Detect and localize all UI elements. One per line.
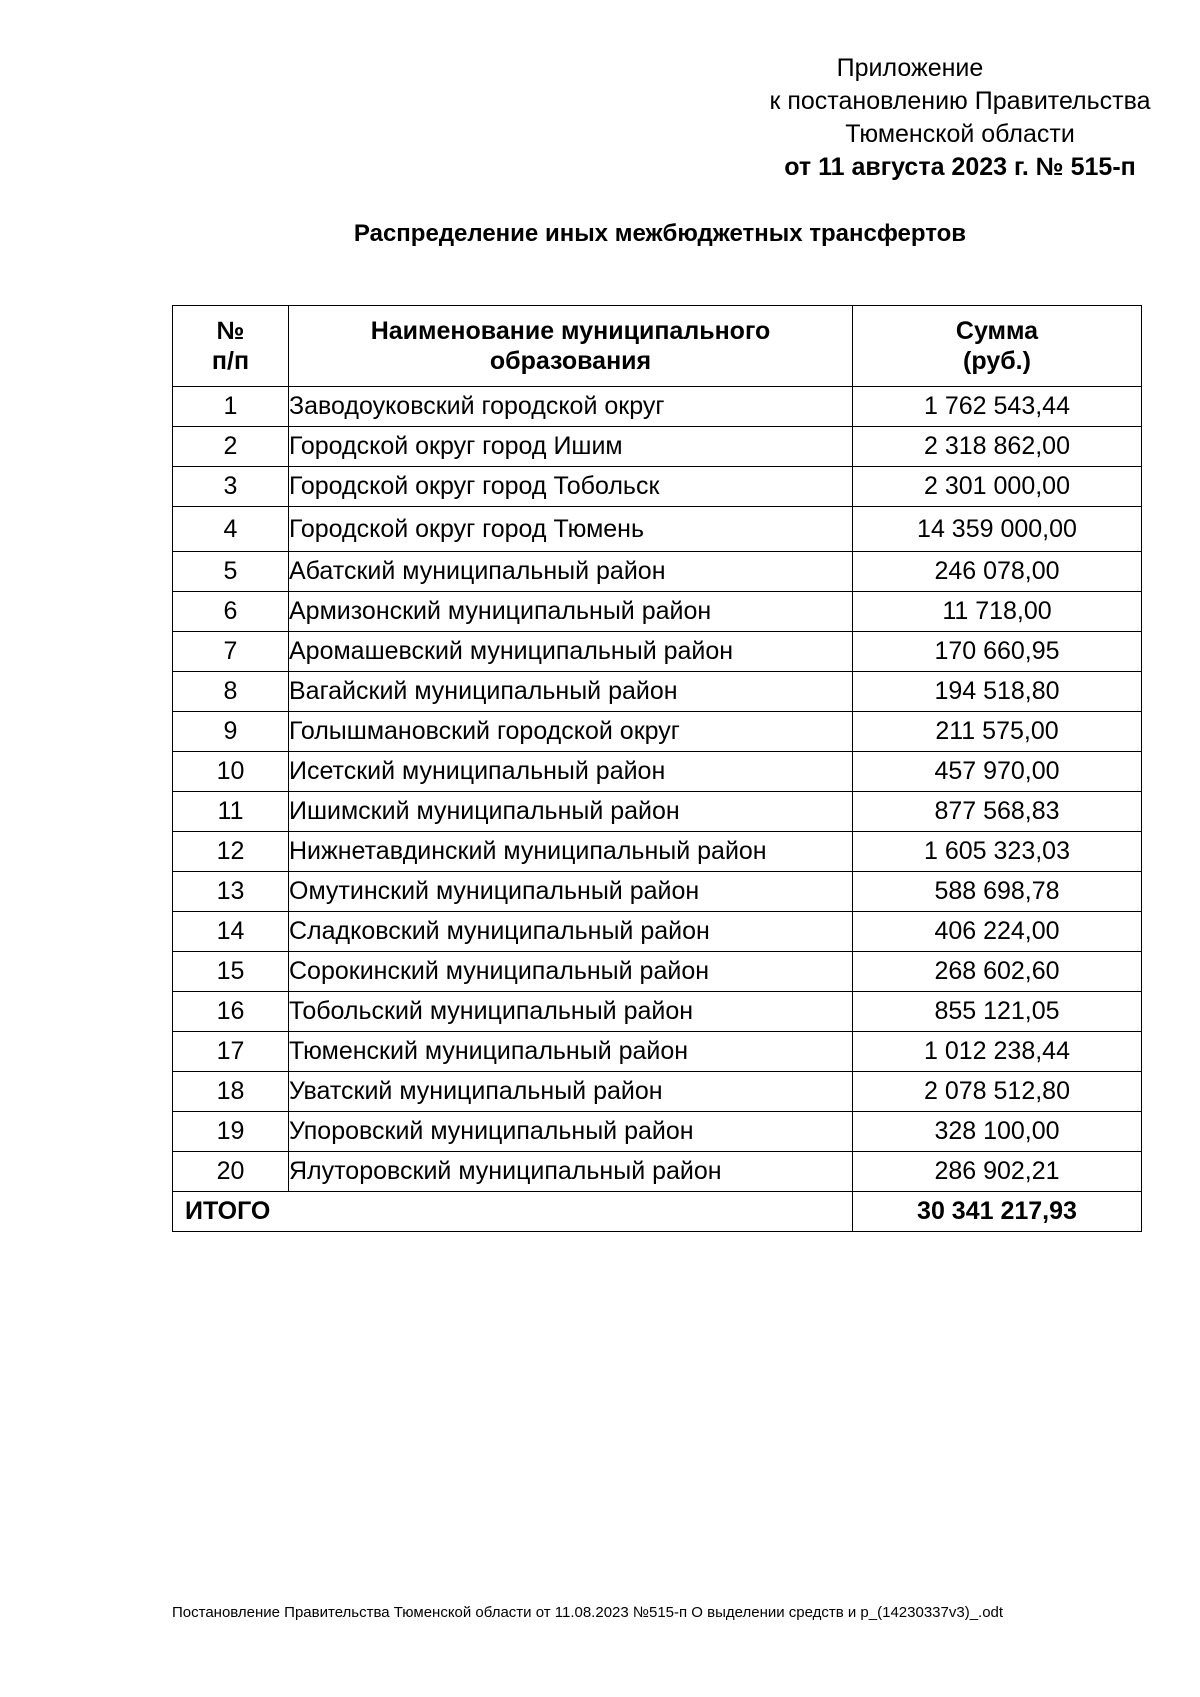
table-row xyxy=(173,872,1142,912)
row-number: 13 xyxy=(173,872,289,912)
row-number: 8 xyxy=(173,672,289,712)
row-sum: 457 970,00 xyxy=(853,752,1142,792)
appendix-region: Тюменской области xyxy=(845,120,1075,148)
row-sum: 211 575,00 xyxy=(853,712,1142,752)
row-sum: 406 224,00 xyxy=(853,912,1142,952)
row-number: 20 xyxy=(173,1152,289,1192)
table-row xyxy=(173,992,1142,1032)
appendix-header xyxy=(680,52,1200,184)
row-number: 11 xyxy=(173,792,289,832)
footer-filename: Постановление Правительства Тюменской области от 11.08.2023 №515-п О выделении средств и р_(14230337v3)_.odt xyxy=(172,1604,1004,1621)
row-sum: 170 660,95 xyxy=(853,632,1142,672)
row-number: 5 xyxy=(173,552,289,592)
row-name: Аромашевский муниципальный район xyxy=(289,632,853,672)
table-row xyxy=(173,912,1142,952)
header-sum-line1: Сумма xyxy=(955,317,1039,345)
row-sum: 2 078 512,80 xyxy=(853,1072,1142,1112)
row-number: 6 xyxy=(173,592,289,632)
row-name: Городской округ город Тобольск xyxy=(289,467,853,507)
row-sum: 11 718,00 xyxy=(853,592,1142,632)
row-name: Сладковский муниципальный район xyxy=(289,912,853,952)
row-name: Вагайский муниципальный район xyxy=(289,672,853,712)
header-number xyxy=(173,306,289,387)
table-row xyxy=(173,832,1142,872)
row-sum: 588 698,78 xyxy=(853,872,1142,912)
row-name: Армизонский муниципальный район xyxy=(289,592,853,632)
table-row xyxy=(173,467,1142,507)
table-row xyxy=(173,1032,1142,1072)
row-sum: 1 012 238,44 xyxy=(853,1032,1142,1072)
row-name: Ишимский муниципальный район xyxy=(289,792,853,832)
row-name: Уватский муниципальный район xyxy=(289,1072,853,1112)
table-row xyxy=(173,592,1142,632)
row-sum: 246 078,00 xyxy=(853,552,1142,592)
table-row xyxy=(173,1112,1142,1152)
row-number: 12 xyxy=(173,832,289,872)
row-name: Нижнетавдинский муниципальный район xyxy=(289,832,853,872)
table-row xyxy=(173,1152,1142,1192)
appendix-label: Приложение xyxy=(836,54,984,82)
row-number: 15 xyxy=(173,952,289,992)
row-number: 3 xyxy=(173,467,289,507)
row-name: Тобольский муниципальный район xyxy=(289,992,853,1032)
table-row xyxy=(173,752,1142,792)
row-name: Голышмановский городской округ xyxy=(289,712,853,752)
table-row xyxy=(173,672,1142,712)
table-row xyxy=(173,792,1142,832)
row-number: 7 xyxy=(173,632,289,672)
transfers-table xyxy=(172,305,1142,1232)
total-label: ИТОГО xyxy=(173,1192,853,1232)
row-name: Исетский муниципальный район xyxy=(289,752,853,792)
appendix-date-number: от 11 августа 2023 г. № 515-п xyxy=(784,153,1136,181)
row-name: Ялуторовский муниципальный район xyxy=(289,1152,853,1192)
row-sum: 194 518,80 xyxy=(853,672,1142,712)
row-number: 14 xyxy=(173,912,289,952)
row-number: 18 xyxy=(173,1072,289,1112)
row-sum: 14 359 000,00 xyxy=(853,507,1142,552)
header-name xyxy=(289,306,853,387)
row-number: 16 xyxy=(173,992,289,1032)
row-number: 10 xyxy=(173,752,289,792)
row-sum: 877 568,83 xyxy=(853,792,1142,832)
row-name: Тюменский муниципальный район xyxy=(289,1032,853,1072)
row-sum: 286 902,21 xyxy=(853,1152,1142,1192)
appendix-resolution: к постановлению Правительства xyxy=(769,87,1151,115)
table-row xyxy=(173,507,1142,552)
row-name: Заводоуковский городской округ xyxy=(289,387,853,427)
header-sum-line2: (руб.) xyxy=(963,347,1031,375)
total-sum: 30 341 217,93 xyxy=(853,1192,1142,1232)
table-row xyxy=(173,712,1142,752)
table-row xyxy=(173,632,1142,672)
row-sum: 2 301 000,00 xyxy=(853,467,1142,507)
row-name: Сорокинский муниципальный район xyxy=(289,952,853,992)
table-row xyxy=(173,387,1142,427)
header-number-line1: № xyxy=(216,317,245,345)
row-number: 1 xyxy=(173,387,289,427)
row-sum: 268 602,60 xyxy=(853,952,1142,992)
table-header-row xyxy=(173,306,1142,387)
header-sum xyxy=(853,306,1142,387)
row-sum: 855 121,05 xyxy=(853,992,1142,1032)
row-sum: 1 605 323,03 xyxy=(853,832,1142,872)
total-row xyxy=(173,1192,1142,1232)
table-row xyxy=(173,552,1142,592)
row-name: Омутинский муниципальный район xyxy=(289,872,853,912)
row-name: Упоровский муниципальный район xyxy=(289,1112,853,1152)
row-number: 17 xyxy=(173,1032,289,1072)
row-number: 2 xyxy=(173,427,289,467)
row-sum: 1 762 543,44 xyxy=(853,387,1142,427)
header-name-line2: образования xyxy=(489,347,652,375)
header-number-line2: п/п xyxy=(211,347,250,375)
row-name: Абатский муниципальный район xyxy=(289,552,853,592)
row-number: 4 xyxy=(173,507,289,552)
table-row xyxy=(173,952,1142,992)
row-number: 19 xyxy=(173,1112,289,1152)
document-title: Распределение иных межбюджетных трансфертов xyxy=(353,220,967,247)
table-row xyxy=(173,1072,1142,1112)
header-name-line1: Наименование муниципального xyxy=(370,317,771,345)
table-row xyxy=(173,427,1142,467)
row-number: 9 xyxy=(173,712,289,752)
row-sum: 328 100,00 xyxy=(853,1112,1142,1152)
row-sum: 2 318 862,00 xyxy=(853,427,1142,467)
row-name: Городской округ город Ишим xyxy=(289,427,853,467)
row-name: Городской округ город Тюмень xyxy=(289,507,853,552)
